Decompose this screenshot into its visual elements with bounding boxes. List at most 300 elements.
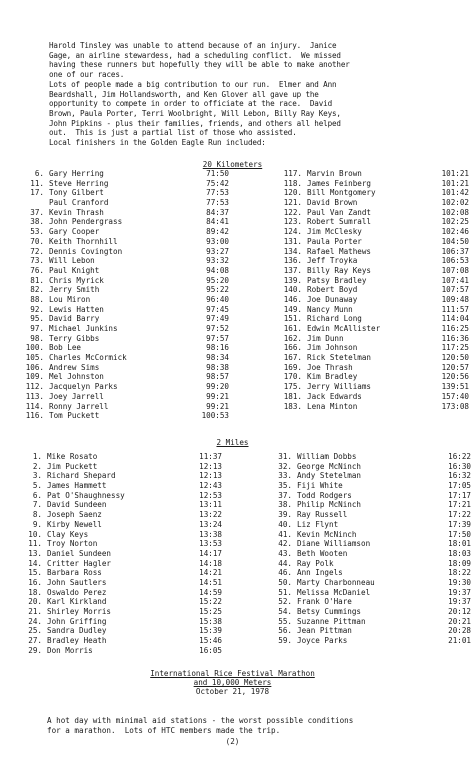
result-row bbox=[22, 314, 229, 324]
place-number: 146. bbox=[283, 294, 302, 304]
finish-time: 19:30 bbox=[448, 577, 471, 587]
result-row bbox=[280, 334, 469, 344]
runner-name: Chris Myrick bbox=[49, 275, 104, 285]
place-number: 38. bbox=[30, 217, 44, 227]
place-number: 16. bbox=[28, 577, 42, 587]
runner-name: Paul Knight bbox=[49, 265, 100, 275]
finish-time: 97:49 bbox=[206, 314, 229, 324]
place-number: 169. bbox=[283, 362, 302, 372]
place-number: 31. bbox=[278, 452, 292, 461]
runner-name: Robert Boyd bbox=[307, 285, 358, 295]
place-number: 46. bbox=[278, 568, 292, 578]
intro-line: out. This is just a partial list of those who assisted. bbox=[49, 128, 297, 138]
result-row bbox=[22, 402, 229, 412]
finish-time: 97:45 bbox=[206, 304, 229, 314]
result-row bbox=[280, 227, 469, 237]
place-number: 113. bbox=[25, 391, 44, 401]
finish-time: 15:22 bbox=[199, 597, 222, 607]
place-number: 118. bbox=[283, 178, 302, 188]
runner-name: Don Morris bbox=[47, 645, 93, 655]
finish-time: 106:37 bbox=[441, 246, 469, 256]
finish-time: 21:01 bbox=[448, 636, 471, 646]
result-row bbox=[280, 188, 469, 198]
result-row bbox=[22, 266, 229, 276]
runner-name: David Brown bbox=[307, 198, 358, 208]
runner-name: Andrew Sims bbox=[49, 362, 100, 372]
finish-time: 18:01 bbox=[448, 539, 471, 549]
finish-time: 98:38 bbox=[206, 362, 229, 372]
place-number: 29. bbox=[28, 645, 42, 655]
runner-name: Ray Russell bbox=[297, 510, 348, 520]
intro-paragraph bbox=[49, 41, 449, 148]
finish-time: 15:46 bbox=[199, 636, 222, 646]
finish-time: 116:25 bbox=[441, 324, 469, 333]
result-row bbox=[280, 363, 469, 373]
runner-name: William Dobbs bbox=[297, 452, 357, 461]
finish-time: 19:37 bbox=[448, 597, 471, 607]
result-row bbox=[22, 247, 229, 257]
finish-time: 20:12 bbox=[448, 607, 471, 616]
finish-time: 111:57 bbox=[441, 304, 469, 314]
finish-time: 12:13 bbox=[199, 461, 222, 471]
finish-time: 15:39 bbox=[199, 626, 222, 636]
runner-name: Mel Johnston bbox=[49, 372, 104, 382]
result-row bbox=[22, 520, 222, 530]
finish-time: 77:53 bbox=[206, 198, 229, 208]
result-row bbox=[280, 285, 469, 295]
finish-time: 107:41 bbox=[441, 275, 469, 285]
finish-time: 12:43 bbox=[199, 481, 222, 491]
runner-name: Ray Polk bbox=[297, 558, 334, 568]
runner-name: John Pendergrass bbox=[49, 217, 123, 227]
finish-time: 13:53 bbox=[199, 539, 222, 549]
place-number: 5. bbox=[32, 481, 42, 491]
result-row bbox=[22, 285, 229, 295]
result-row bbox=[270, 607, 471, 617]
runner-name: Joe Dunaway bbox=[307, 294, 358, 304]
place-number: 81. bbox=[30, 275, 44, 285]
result-row bbox=[280, 208, 469, 218]
result-row bbox=[280, 392, 469, 402]
runner-name: Jacquelyn Parks bbox=[49, 382, 118, 392]
runner-name: Andy Stetelman bbox=[297, 471, 362, 481]
place-number: 40. bbox=[278, 519, 292, 529]
runner-name: Daniel Sundeen bbox=[47, 548, 112, 558]
result-row bbox=[270, 617, 471, 627]
result-row bbox=[22, 559, 222, 569]
finish-time: 16:30 bbox=[448, 461, 471, 471]
result-row bbox=[22, 324, 229, 334]
place-number: 6. bbox=[32, 490, 42, 500]
intro-line: Beardshall, Jim Hollandsworth, and Ken Glover all gave up the bbox=[49, 89, 319, 99]
runner-name: Lewis Hatten bbox=[49, 304, 104, 314]
place-number: 3. bbox=[32, 471, 42, 481]
km20-heading: 20 Kilometers bbox=[202, 160, 263, 169]
finish-time: 93:32 bbox=[206, 256, 229, 266]
result-row bbox=[280, 169, 469, 179]
place-number: 166. bbox=[283, 343, 302, 353]
result-row bbox=[22, 539, 222, 549]
place-number: 18. bbox=[28, 587, 42, 597]
finish-time: 95:22 bbox=[206, 285, 229, 295]
result-row bbox=[22, 343, 229, 353]
intro-line: having these runners but hopefully they will be able to make another bbox=[49, 60, 350, 70]
miles2-results-left bbox=[22, 452, 222, 655]
runner-name: Jim Dunn bbox=[307, 333, 344, 343]
runner-name: Paul Van Zandt bbox=[307, 207, 372, 217]
result-row bbox=[22, 636, 222, 646]
result-row bbox=[280, 324, 469, 334]
result-row bbox=[280, 237, 469, 247]
place-number: 117. bbox=[283, 169, 302, 178]
result-row bbox=[22, 372, 229, 382]
result-row bbox=[22, 500, 222, 510]
runner-name: Kirby Newell bbox=[47, 519, 102, 529]
result-row bbox=[270, 539, 471, 549]
finish-time: 17:05 bbox=[448, 481, 471, 491]
place-number: 139. bbox=[283, 275, 302, 285]
result-row bbox=[280, 217, 469, 227]
place-number: 162. bbox=[283, 333, 302, 343]
place-number: 97. bbox=[30, 324, 44, 333]
result-row bbox=[22, 392, 229, 402]
runner-name: Mike Rosato bbox=[47, 452, 98, 461]
place-number: 37. bbox=[278, 490, 292, 500]
result-row bbox=[280, 276, 469, 286]
finish-time: 17:17 bbox=[448, 490, 471, 500]
place-number: 33. bbox=[278, 471, 292, 481]
runner-name: Melissa McDaniel bbox=[297, 587, 371, 597]
result-row bbox=[22, 452, 222, 462]
runner-name: Jeff Troyka bbox=[307, 256, 358, 266]
runner-name: Sandra Dudley bbox=[47, 626, 107, 636]
result-row bbox=[22, 363, 229, 373]
place-number: 120. bbox=[283, 188, 302, 198]
place-number: 38. bbox=[278, 500, 292, 510]
runner-name: Beth Wooten bbox=[297, 548, 348, 558]
runner-name: Rafael Mathews bbox=[307, 246, 372, 256]
place-number: 32. bbox=[278, 461, 292, 471]
finish-time: 12:53 bbox=[199, 490, 222, 500]
result-row bbox=[22, 382, 229, 392]
finish-time: 15:38 bbox=[199, 616, 222, 626]
result-row bbox=[270, 626, 471, 636]
finish-time: 84:37 bbox=[206, 207, 229, 217]
place-number: 95. bbox=[30, 314, 44, 324]
place-number: 181. bbox=[283, 391, 302, 401]
runner-name: Diane Williamson bbox=[297, 539, 371, 549]
result-row bbox=[270, 510, 471, 520]
place-number: 21. bbox=[28, 607, 42, 616]
place-number: 44. bbox=[278, 558, 292, 568]
runner-name: Joseph Saenz bbox=[47, 510, 102, 520]
conclusion-paragraph bbox=[47, 716, 452, 735]
runner-name: Patsy Bradley bbox=[307, 275, 367, 285]
runner-name: Critter Hagler bbox=[47, 558, 112, 568]
place-number: 122. bbox=[283, 207, 302, 217]
runner-name: Paul Cranford bbox=[49, 198, 109, 208]
finish-time: 11:37 bbox=[199, 452, 222, 461]
runner-name: Liz Flynt bbox=[297, 519, 339, 529]
place-number: 134. bbox=[283, 246, 302, 256]
runner-name: Betsy Cummings bbox=[297, 607, 362, 616]
result-row bbox=[280, 266, 469, 276]
place-number: 24. bbox=[28, 616, 42, 626]
intro-line: John Pipkins - plus their families, friends, and others all helped bbox=[49, 118, 341, 128]
runner-name: Frank O'Hare bbox=[297, 597, 352, 607]
result-row bbox=[22, 597, 222, 607]
finish-time: 93:27 bbox=[206, 246, 229, 256]
result-row bbox=[280, 198, 469, 208]
place-number: 98. bbox=[30, 333, 44, 343]
place-number: 2. bbox=[32, 461, 42, 471]
result-row bbox=[280, 295, 469, 305]
result-row bbox=[22, 237, 229, 247]
place-number: 136. bbox=[283, 256, 302, 266]
finish-time: 117:25 bbox=[441, 343, 469, 353]
result-row bbox=[22, 169, 229, 179]
place-number: 88. bbox=[30, 294, 44, 304]
miles2-results-right bbox=[270, 452, 471, 646]
place-number: 15. bbox=[28, 568, 42, 578]
intro-line: Lots of people made a big contribution to our run. Elmer and Ann bbox=[49, 79, 337, 89]
runner-name: Lena Minton bbox=[307, 401, 358, 411]
finish-time: 13:38 bbox=[199, 529, 222, 539]
place-number: 43. bbox=[278, 548, 292, 558]
finish-time: 102:46 bbox=[441, 227, 469, 237]
place-number: 72. bbox=[30, 246, 44, 256]
place-number: 56. bbox=[278, 626, 292, 636]
intro-line: Gage, an airline stewardess, had a scheduling conflict. We missed bbox=[49, 50, 341, 60]
place-number: 105. bbox=[25, 353, 44, 363]
result-row bbox=[270, 636, 471, 646]
result-row bbox=[22, 607, 222, 617]
result-row bbox=[280, 382, 469, 392]
finish-time: 17:39 bbox=[448, 519, 471, 529]
finish-time: 13:22 bbox=[199, 510, 222, 520]
finish-time: 106:53 bbox=[441, 256, 469, 266]
result-row bbox=[270, 481, 471, 491]
place-number: 109. bbox=[25, 372, 44, 382]
place-number: 70. bbox=[30, 236, 44, 246]
finish-time: 120:57 bbox=[441, 362, 469, 372]
intro-line: Brown, Paula Porter, Terri Woolbright, Will Lebon, Billy Ray Keys, bbox=[49, 108, 341, 118]
runner-name: Bill Montgomery bbox=[307, 188, 376, 198]
runner-name: Ann Ingels bbox=[297, 568, 343, 578]
finish-time: 16:05 bbox=[199, 645, 222, 655]
runner-name: John Sautlers bbox=[47, 577, 107, 587]
place-number: 175. bbox=[283, 382, 302, 392]
runner-name: Pat O'Shaughnessy bbox=[47, 490, 125, 500]
marathon-subtitle: and 10,000 Meters bbox=[193, 678, 272, 687]
page-number: (2) bbox=[225, 737, 240, 746]
place-number: 1. bbox=[32, 452, 42, 461]
runner-name: Kim Bradley bbox=[307, 372, 358, 382]
runner-name: Rick Stetelman bbox=[307, 353, 372, 363]
place-number: 76. bbox=[30, 265, 44, 275]
finish-time: 101:21 bbox=[441, 169, 469, 178]
runner-name: George McNinch bbox=[297, 461, 362, 471]
finish-time: 98:34 bbox=[206, 353, 229, 363]
finish-time: 97:52 bbox=[206, 324, 229, 333]
place-number: 50. bbox=[278, 577, 292, 587]
km20-results-right bbox=[280, 169, 469, 411]
result-row bbox=[22, 208, 229, 218]
result-row bbox=[270, 491, 471, 501]
result-row bbox=[22, 481, 222, 491]
finish-time: 104:50 bbox=[441, 236, 469, 246]
runner-name: Troy Norton bbox=[47, 539, 98, 549]
place-number: 51. bbox=[278, 587, 292, 597]
finish-time: 16:22 bbox=[448, 452, 471, 461]
conclusion-line: A hot day with minimal aid stations - the worst possible conditions bbox=[47, 716, 354, 725]
finish-time: 99:21 bbox=[206, 391, 229, 401]
finish-time: 120:50 bbox=[441, 353, 469, 363]
finish-time: 120:56 bbox=[441, 372, 469, 382]
result-row bbox=[22, 217, 229, 227]
result-row bbox=[280, 256, 469, 266]
result-row bbox=[22, 462, 222, 472]
miles2-heading: 2 Miles bbox=[216, 438, 249, 447]
finish-time: 84:41 bbox=[206, 217, 229, 227]
finish-time: 14:51 bbox=[199, 577, 222, 587]
runner-name: Keith Thornhill bbox=[49, 236, 118, 246]
place-number: 112. bbox=[25, 382, 44, 392]
result-row bbox=[22, 471, 222, 481]
finish-time: 18:22 bbox=[448, 568, 471, 578]
intro-line: opportunity to compete in order to officiate at the race. David bbox=[49, 99, 332, 109]
place-number: 52. bbox=[278, 597, 292, 607]
runner-name: Bradley Heath bbox=[47, 636, 107, 646]
place-number: 140. bbox=[283, 285, 302, 295]
result-row bbox=[22, 179, 229, 189]
runner-name: Edwin McAllister bbox=[307, 324, 381, 333]
runner-name: Philip McNinch bbox=[297, 500, 362, 510]
runner-name: Todd Rodgers bbox=[297, 490, 352, 500]
runner-name: Jerry Smith bbox=[49, 285, 100, 295]
finish-time: 116:36 bbox=[441, 333, 469, 343]
km20-results-left bbox=[22, 169, 229, 421]
finish-time: 101:21 bbox=[441, 178, 469, 188]
place-number: 106. bbox=[25, 362, 44, 372]
runner-name: Jim Puckett bbox=[47, 461, 98, 471]
place-number: 59. bbox=[278, 636, 292, 646]
place-number: 39. bbox=[278, 510, 292, 520]
finish-time: 102:02 bbox=[441, 198, 469, 208]
result-row bbox=[270, 578, 471, 588]
place-number: 17. bbox=[30, 188, 44, 198]
result-row bbox=[22, 305, 229, 315]
finish-time: 107:57 bbox=[441, 285, 469, 295]
finish-time: 98:16 bbox=[206, 343, 229, 353]
finish-time: 14:18 bbox=[199, 558, 222, 568]
finish-time: 97:57 bbox=[206, 333, 229, 343]
runner-name: Jim Johnson bbox=[307, 343, 358, 353]
finish-time: 101:42 bbox=[441, 188, 469, 198]
place-number: 151. bbox=[283, 314, 302, 324]
finish-time: 89:42 bbox=[206, 227, 229, 237]
place-number: 54. bbox=[278, 607, 292, 616]
finish-time: 77:53 bbox=[206, 188, 229, 198]
runner-name: David Barry bbox=[49, 314, 100, 324]
result-row bbox=[22, 549, 222, 559]
place-number bbox=[22, 198, 44, 208]
runner-name: Joe Thrash bbox=[307, 362, 353, 372]
place-number: 37. bbox=[30, 207, 44, 217]
result-row bbox=[22, 617, 222, 627]
result-row bbox=[280, 179, 469, 189]
result-row bbox=[22, 276, 229, 286]
result-row bbox=[280, 402, 469, 412]
result-row bbox=[22, 411, 229, 421]
finish-time: 17:50 bbox=[448, 529, 471, 539]
finish-time: 20:28 bbox=[448, 626, 471, 636]
place-number: 123. bbox=[283, 217, 302, 227]
runner-name: Charles McCormick bbox=[49, 353, 127, 363]
runner-name: Robert Sumrall bbox=[307, 217, 372, 227]
result-row bbox=[22, 578, 222, 588]
result-row bbox=[22, 568, 222, 578]
finish-time: 99:20 bbox=[206, 382, 229, 392]
runner-name: Lou Miron bbox=[49, 294, 91, 304]
runner-name: Steve Herring bbox=[49, 178, 109, 188]
runner-name: Gary Cooper bbox=[49, 227, 100, 237]
runner-name: Joyce Parks bbox=[297, 636, 348, 646]
place-number: 100. bbox=[25, 343, 44, 353]
finish-time: 95:20 bbox=[206, 275, 229, 285]
runner-name: John Griffing bbox=[47, 616, 107, 626]
runner-name: Tom Puckett bbox=[49, 411, 100, 421]
place-number: 6. bbox=[34, 169, 44, 178]
place-number: 121. bbox=[283, 198, 302, 208]
place-number: 14. bbox=[28, 558, 42, 568]
result-row bbox=[280, 343, 469, 353]
runner-name: James Feinberg bbox=[307, 178, 372, 188]
place-number: 42. bbox=[278, 539, 292, 549]
result-row bbox=[270, 588, 471, 598]
finish-time: 16:32 bbox=[448, 471, 471, 481]
place-number: 73. bbox=[30, 256, 44, 266]
place-number: 41. bbox=[278, 529, 292, 539]
intro-line: Local finishers in the Golden Eagle Run included: bbox=[49, 138, 266, 148]
finish-time: 114:04 bbox=[441, 314, 469, 324]
runner-name: Kevin Thrash bbox=[49, 207, 104, 217]
runner-name: James Hammett bbox=[47, 481, 107, 491]
finish-time: 107:08 bbox=[441, 265, 469, 275]
result-row bbox=[22, 646, 222, 656]
place-number: 11. bbox=[28, 539, 42, 549]
place-number: 10. bbox=[28, 529, 42, 539]
runner-name: David Sundeen bbox=[47, 500, 107, 510]
result-row bbox=[22, 353, 229, 363]
runner-name: Jerry Williams bbox=[307, 382, 372, 392]
finish-time: 20:21 bbox=[448, 616, 471, 626]
intro-line: one of our races. bbox=[49, 70, 125, 80]
place-number: 8. bbox=[32, 510, 42, 520]
place-number: 183. bbox=[283, 401, 302, 411]
finish-time: 15:25 bbox=[199, 607, 222, 616]
place-number: 11. bbox=[30, 178, 44, 188]
result-row bbox=[270, 452, 471, 462]
place-number: 35. bbox=[278, 481, 292, 491]
runner-name: Shirley Morris bbox=[47, 607, 112, 616]
runner-name: Terry Gibbs bbox=[49, 333, 100, 343]
place-number: 124. bbox=[283, 227, 302, 237]
runner-name: Ronny Jarrell bbox=[49, 401, 109, 411]
place-number: 20. bbox=[28, 597, 42, 607]
finish-time: 14:21 bbox=[199, 568, 222, 578]
finish-time: 14:59 bbox=[199, 587, 222, 597]
